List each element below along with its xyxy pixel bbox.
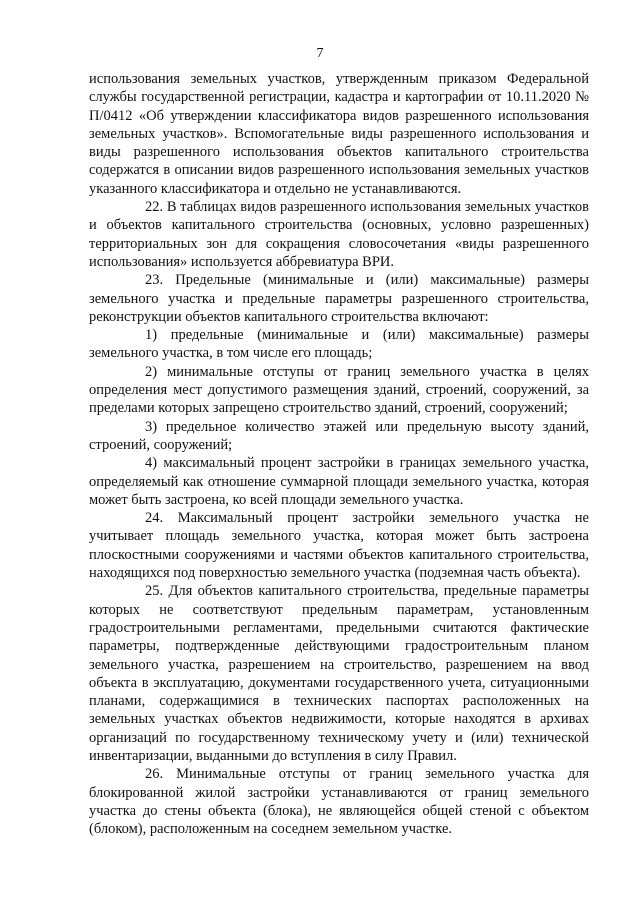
paragraph-24: 24. Максимальный процент застройки земельного участка не учитывает площадь земельного участка, которая может быть застроена плоскостными сооружениями и частями объектов капитального строительства, находящихся под поверхностью земельного участка (подземная часть объекта). — [89, 510, 589, 582]
list-item-2: 2) минимальные отступы от границ земельного участка в целях определения мест допустимого размещения зданий, строений, сооружений, за пределами которых запрещено строительство зданий, строений, сооружений; — [89, 363, 589, 417]
paragraph-22: 22. В таблицах видов разрешенного использования земельных участков и объектов капитального строительства (основных, условно разрешенных) территориальных зон для сокращения словосочетания «виды разрешенного использования» используется аббревиатура ВРИ. — [89, 199, 589, 270]
list-item-3: 3) предельное количество этажей или предельную высоту зданий, строений, сооружений; — [89, 418, 589, 453]
list-item-1: 1) предельные (минимальные и (или) максимальные) размеры земельного участка, в том числе его площадь; — [89, 327, 589, 362]
paragraph-25: 25. Для объектов капитального строительства, предельные параметры которых не соответствуют предельным параметрам, установленным градостроительными регламентами, предельными считаются фактические параметры, подтвержденные действующими градостроительным планом земельного участка, разрешением на строительство, разрешением на ввод объекта в эксплуатацию, документами государственного учета, ситуационными планами, содержащимися в технических паспортах расположенных на земельных участках объектов недвижимости, которые находятся в архивах организаций по государственному техническому учету и (или) технической инвентаризации, выданными до вступления в силу Правил. — [89, 583, 589, 764]
paragraph-continuation: использования земельных участков, утвержденным приказом Федеральной службы государственной регистрации, кадастра и картографии от 10.11.2020 № П/0412 «Об утверждении классификатора видов разрешенного использования земельных участков». Вспомогательные виды разрешенного использования и виды разрешенного использования объектов капитального строительства содержатся в описании видов разрешенного использования земельных участков указанного классификатора и отдельно не устанавливаются. — [89, 71, 589, 197]
document-body — [89, 70, 589, 838]
list-item-4: 4) максимальный процент застройки в границах земельного участка, определяемый как отношение суммарной площади земельного участка, которая может быть застроена, ко всей площади земельного участка. — [89, 455, 589, 508]
paragraph-23: 23. Предельные (минимальные и (или) максимальные) размеры земельного участка и предельные параметры разрешенного строительства, реконструкции объектов капитального строительства включают: — [89, 272, 589, 325]
page-number: 7 — [316, 46, 324, 61]
paragraph-26: 26. Минимальные отступы от границ земельного участка для блокированной жилой застройки устанавливаются от границ земельного участка до стены объекта (блока), не являющейся общей стеной с объектом (блоком), расположенным на соседнем земельном участке. — [89, 766, 589, 838]
